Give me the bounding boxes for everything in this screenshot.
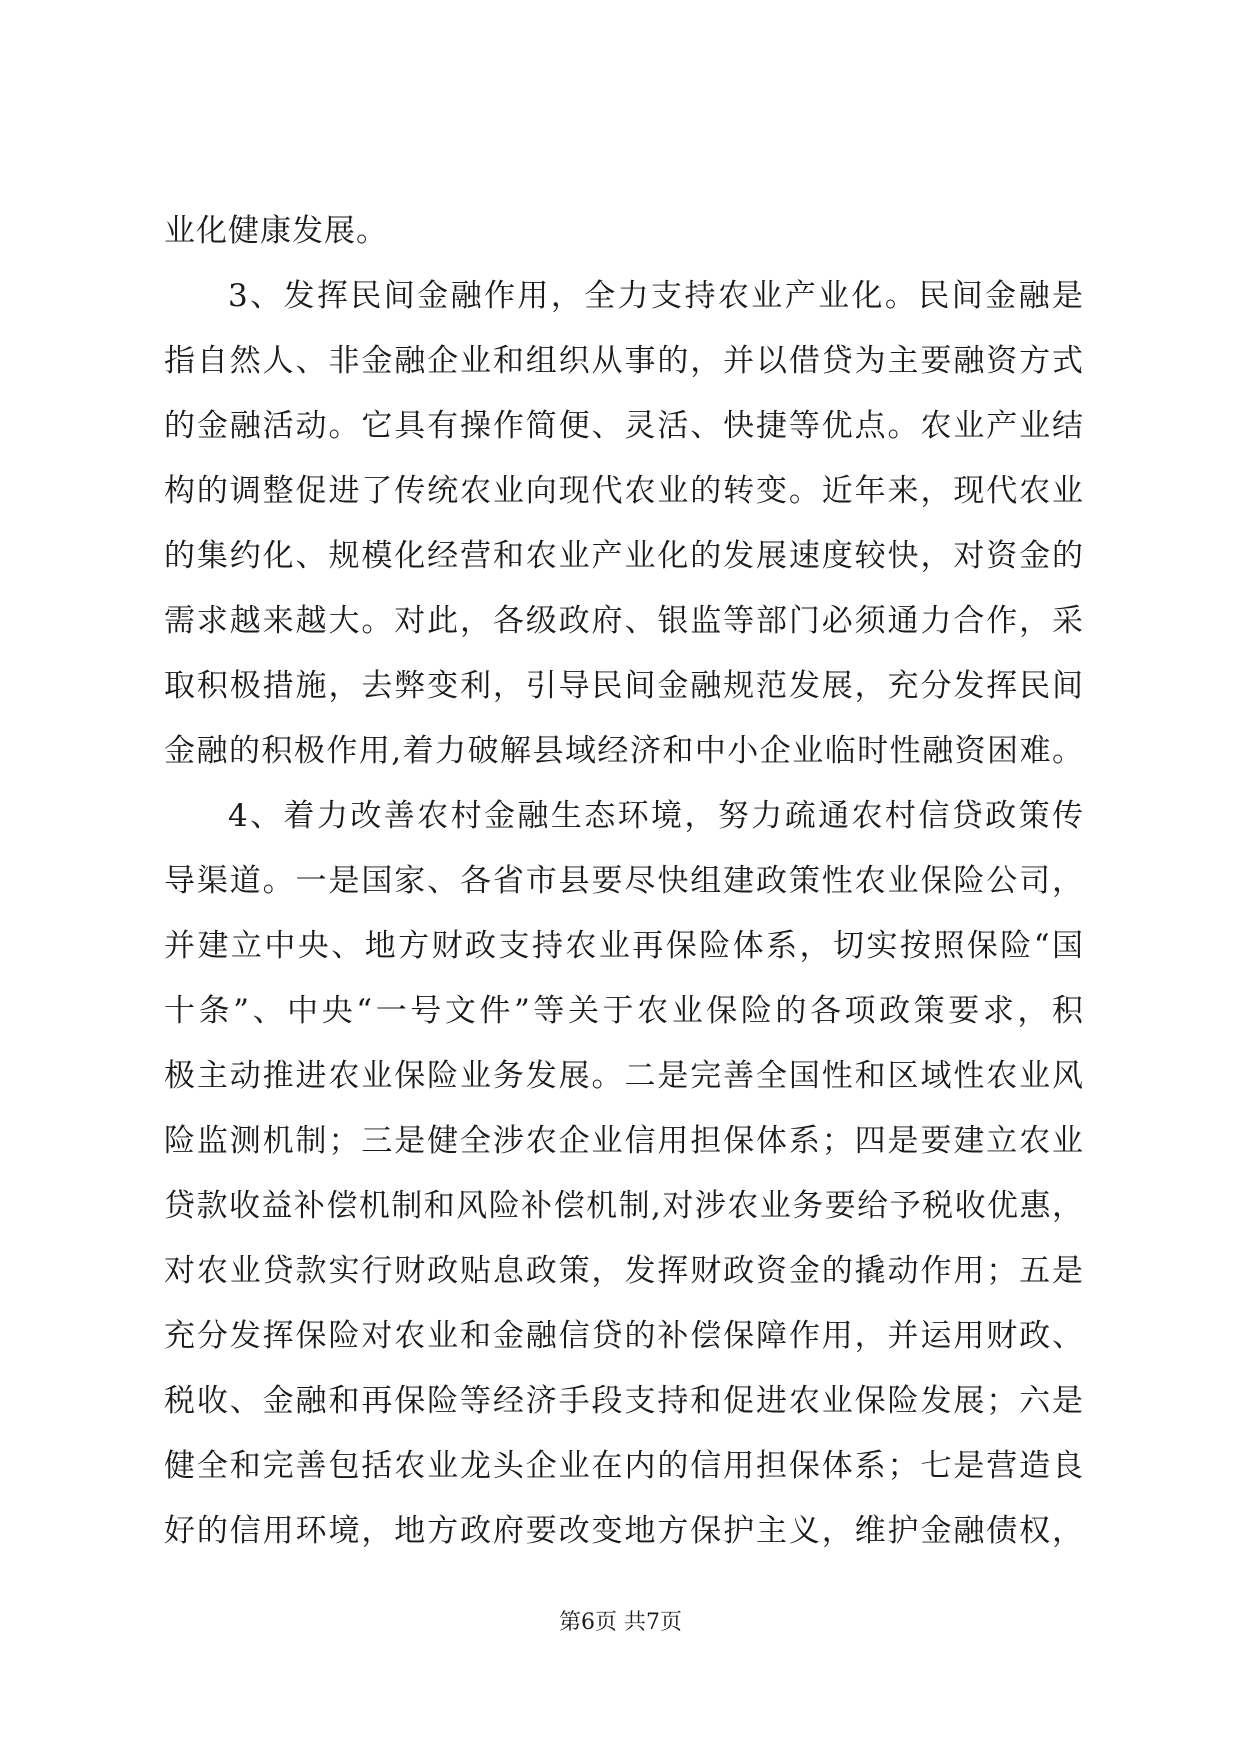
text-line-3: 指自然人、非金融企业和组织从事的，并以借贷为主要融资方式 xyxy=(164,343,1084,379)
text-line-9: 金融的积极作用,着力破解县域经济和中小企业临时性融资困难。 xyxy=(164,733,1084,769)
text-line-1: 业化健康发展。 xyxy=(164,213,388,249)
text-line-5: 构的调整促进了传统农业向现代农业的转变。近年来，现代农业 xyxy=(164,473,1084,509)
text-line-21: 好的信用环境，地方政府要改变地方保护主义，维护金融债权， xyxy=(164,1513,1084,1549)
text-line-6: 的集约化、规模化经营和农业产业化的发展速度较快，对资金的 xyxy=(164,538,1084,574)
text-line-13: 十条”、中央“一号文件”等关于农业保险的各项政策要求，积 xyxy=(164,993,1084,1029)
text-line-19: 税收、金融和再保险等经济手段支持和促进农业保险发展；六是 xyxy=(164,1383,1084,1419)
paragraph-3-heading-line: 3、发挥民间金融作用，全力支持农业产业化。民间金融是 xyxy=(228,278,1084,314)
text-line-17: 对农业贷款实行财政贴息政策，发挥财政资金的撬动作用；五是 xyxy=(164,1253,1084,1289)
text-line-18: 充分发挥保险对农业和金融信贷的补偿保障作用，并运用财政、 xyxy=(164,1318,1084,1354)
paragraph-4-heading-line: 4、着力改善农村金融生态环境，努力疏通农村信贷政策传 xyxy=(228,798,1084,834)
text-line-8: 取积极措施，去弊变利，引导民间金融规范发展，充分发挥民间 xyxy=(164,668,1084,704)
text-line-16: 贷款收益补偿机制和风险补偿机制,对涉农业务要给予税收优惠， xyxy=(164,1188,1084,1224)
page-number-footer: 第6页 共7页 xyxy=(559,1610,682,1635)
text-line-4: 的金融活动。它具有操作简便、灵活、快捷等优点。农业产业结 xyxy=(164,408,1084,444)
text-line-12: 并建立中央、地方财政支持农业再保险体系，切实按照保险“国 xyxy=(164,928,1084,964)
text-line-20: 健全和完善包括农业龙头企业在内的信用担保体系；七是营造良 xyxy=(164,1448,1084,1484)
text-line-14: 极主动推进农业保险业务发展。二是完善全国性和区域性农业风 xyxy=(164,1058,1084,1094)
text-line-15: 险监测机制；三是健全涉农企业信用担保体系；四是要建立农业 xyxy=(164,1123,1084,1159)
text-line-11: 导渠道。一是国家、各省市县要尽快组建政策性农业保险公司， xyxy=(164,863,1084,899)
text-line-7: 需求越来越大。对此，各级政府、银监等部门必须通力合作，采 xyxy=(164,603,1084,639)
